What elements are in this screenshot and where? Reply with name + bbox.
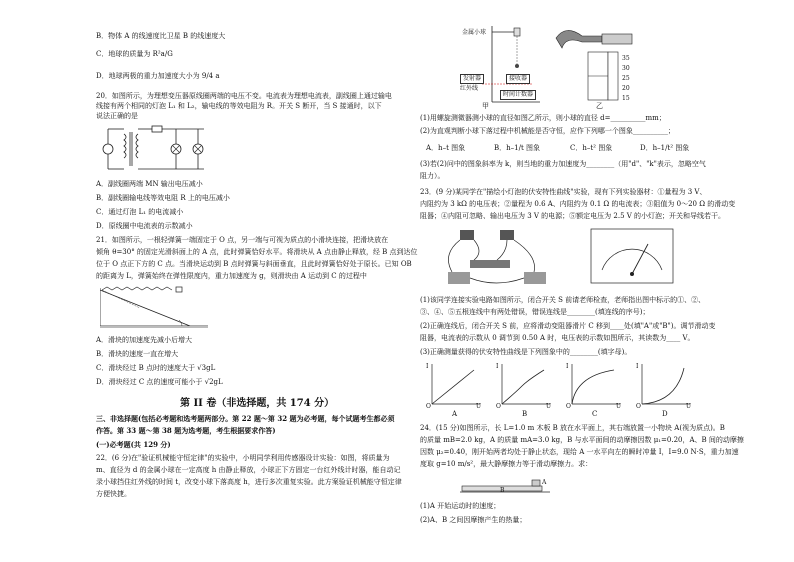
axis-i-label: I: [636, 363, 639, 370]
block-a-label: A: [542, 479, 547, 486]
q20-option-d: D．原线圈中电流表的示数减小: [96, 222, 193, 230]
fig-ball-label: 金属小球: [462, 29, 487, 36]
q21-option-a: A．滑块的加速度先减小后增大: [96, 336, 193, 344]
q22-stem-3: 录小球挡住红外线的时间 t，改变小球下落高度 h，进行多次重复实验。此方案验证机械能守恒定律: [96, 478, 402, 486]
fig-a-caption: 甲: [482, 102, 489, 110]
section-3-intro-2: 作答。第 33 题～第 38 题为选考题，考生根据要求作答): [96, 426, 276, 435]
iu-graph-b: [496, 362, 552, 418]
scale-tick: 30: [622, 65, 630, 72]
q24-part-1: (1)A 开始运动时的速度；: [420, 502, 501, 510]
q22-stem-1: 22．(6 分)在"验证机械能守恒定律"的实验中，小明同学利用传感器设计实验：如图，将质量为: [96, 454, 390, 462]
q22-opt-d: D．h–1/t² 图象: [640, 144, 690, 152]
q23-part-3: (3)正确测量获得的伏安特性曲线是下列图象中的________(填字母)。: [420, 348, 632, 356]
q19-d-formula: 9/4 a: [201, 72, 220, 80]
axis-origin-label: O: [636, 403, 641, 410]
q20-option-c: C．通过灯泡 L₁ 的电流减小: [96, 208, 184, 216]
q19-option-d: D．地球两极的重力加速度大小为 9/4 a: [96, 72, 220, 80]
fig-ir-label: 红外线: [460, 85, 479, 92]
roll-2-heading: 第 II 卷（非选择题，共 174 分）: [180, 398, 335, 409]
axis-i-label: I: [566, 363, 569, 370]
axis-origin-label: O: [426, 403, 431, 410]
right-column: [420, 0, 744, 562]
graph-label: D: [662, 410, 668, 418]
fig-timer-box: 时间计数器: [500, 90, 536, 100]
q22-stem-2: m、直径为 d 的金属小球在一定高度 h 由静止释放，小球正下方固定一台红外线计时器，能自动记: [96, 466, 401, 474]
q23-part-2b: 阻器，电流表的示数从 0 调节到 0.50 A 时，电压表的示数如图所示，其读数为____ V。: [420, 334, 695, 342]
graph-label: B: [522, 410, 528, 418]
q24-stem-2: 的质量 mB=2.0 kg，A 的质量 mA=3.0 kg，B 与水平面间的动摩擦因数 μ₁=0.20，A、B 间的动摩擦: [420, 436, 744, 444]
axis-i-label: I: [496, 363, 499, 370]
q21-stem-2: 倾角 θ=30° 的固定光滑斜面上的 A 点，此时弹簧恰好水平。将滑块从 A 点由静止释放，经 B 点到达位: [96, 248, 418, 256]
q20-stem-1: 20．如图所示，为理想变压器原线圈两端的电压不变。电流表为理想电流表，副线圈上通过输电: [96, 92, 392, 100]
graph-label: C: [592, 410, 598, 418]
q23-stem-3: 阻器；④内阻可忽略、输出电压为 3 V 的电源；⑤额定电压为 2.5 V 的小灯泡；开关和导线若干。: [420, 212, 726, 220]
q23-stem-1: 23．(9 分)某同学在"描绘小灯泡的伏安特性曲线"实验，现有下列实验器材：①量程为 3 V、: [420, 188, 707, 196]
graph-label: A: [452, 410, 458, 418]
q22-stem-4: 方便快捷。: [96, 490, 131, 498]
q22-opt-b: B．h–1/t 图象: [494, 144, 541, 152]
scale-tick: 25: [622, 75, 630, 82]
q23-part-1b: ③、④、⑤五根连线中有两处错误，错误连线是________(填连线的序号)；: [420, 308, 650, 316]
q19-option-b: B．物体 A 的线速度比卫星 B 的线速度大: [96, 32, 226, 40]
axis-origin-label: O: [496, 403, 501, 410]
q22-opt-c: C．h–t² 图象: [570, 144, 613, 152]
fig-receiver-box: 接收器: [506, 74, 530, 84]
q19-option-c: C．地球的质量为 R²a/G: [96, 50, 173, 58]
incline-spring-figure: [100, 286, 210, 328]
left-column: [96, 0, 418, 562]
q24-stem-3: 因数 μ₂=0.40，刚开始两者均处于静止状态，现给 A 一水平向左的瞬时冲量 I，I=9.0 N·S，重力加速: [420, 448, 739, 456]
q19-c-formula: R²a/G: [152, 50, 173, 58]
q21-stem-4: 的距离为 L，弹簧始终在弹性限度内，重力加速度为 g，则滑块由 A 运动到 C 的过程中: [96, 272, 367, 280]
q20-option-b: B．副线圈输电线等效电阻 R 上的电压减小: [96, 194, 230, 202]
q20-option-a: A．副线圈两端 MN 输出电压减小: [96, 180, 203, 188]
iu-graph-a: [426, 362, 482, 418]
axis-u-label: U: [686, 403, 692, 410]
q21-stem-3: 位于 O 点正下方的 C 点。当滑块运动到 B 点时弹簧与斜面垂直，且此时弹簧恰好处于原长。已知 OB: [96, 260, 412, 268]
q23-part-1: (1)该同学连接实验电路如图所示，闭合开关 S 前请老师检查，老师指出图中标示的①、②、: [420, 296, 706, 304]
axis-u-label: U: [546, 403, 552, 410]
q24-part-2: (2)A、B 之间因摩擦产生的热量；: [420, 516, 527, 524]
scale-tick: 20: [622, 85, 630, 92]
q22-part-3: (3)若(2)问中的图象斜率为 k，则当地的重力加速度为________（用"d"、"k"表示，忽略空气: [420, 160, 706, 168]
block-b-label: B: [500, 487, 505, 494]
q20-stem-3: 说法正确的是: [96, 112, 138, 120]
q20-stem-2: 线接有两个相同的灯泡 L₁ 和 L₂，输电线的等效电阻为 R。开关 S 断开，当 S 接通时，以下: [96, 102, 382, 110]
q22-part-2: (2)为直观判断小球下落过程中机械能是否守恒，应作下列哪一个图象__________；: [420, 127, 675, 135]
axis-i-label: I: [426, 363, 429, 370]
transformer-circuit-figure: [100, 124, 210, 174]
q24-stem-1: 24．(15 分)如图所示，长 L=1.0 m 木板 B 放在水平面上，其右端放置一小物块 A(视为质点)。B: [420, 424, 725, 432]
q21-option-d: D．滑块经过 C 点的速度可能小于 √2gL: [96, 378, 223, 386]
voltmeter-dial-figure: [590, 228, 674, 284]
q24-stem-4: 度取 g=10 m/s²，最大静摩擦力等于滑动摩擦力。求：: [420, 460, 593, 468]
q23-stem-2: 内阻约为 3 kΩ 的电压表；②量程为 0.6 A、内阻约为 0.1 Ω 的电流表；③阻值为 0～20 Ω 的滑动变: [420, 200, 736, 208]
board-block-figure: [460, 476, 550, 496]
q22-part-1: (1)用螺旋测微器测小球的直径如图乙所示，则小球的直径 d=__________mm；: [420, 114, 666, 122]
axis-origin-label: O: [566, 403, 571, 410]
q21-option-b: B．滑块的速度一直在增大: [96, 350, 179, 358]
section-3-intro-1: 三、非选择题(包括必考题和选考题两部分。第 22 题～第 32 题为必考题，每个试题考生都必须: [96, 414, 395, 423]
fig-b-caption: 乙: [596, 102, 603, 110]
q22-opt-a: A．h–t 图象: [426, 144, 466, 152]
q21-option-c: C．滑块经过 B 点时的速度大于 √3gL: [96, 364, 216, 372]
scale-tick: 15: [622, 95, 630, 102]
q21-stem-1: 21．如图所示，一根轻弹簧一端固定于 O 点，另一端与可视为质点的小滑块连接，把滑块放在: [96, 236, 389, 244]
iu-graph-c: [566, 362, 622, 418]
required-subheading: (一)必考题(共 129 分): [96, 440, 171, 449]
q22-part-3b: 阻力）。: [420, 172, 445, 180]
q23-part-2: (2)正确连线后，闭合开关 S 前，应将滑动变阻器滑片 C 移到____处(填"A"或"B")。调节滑动变: [420, 322, 716, 330]
fig-sender-box: 发射器: [460, 74, 484, 84]
axis-u-label: U: [616, 403, 622, 410]
scale-tick: 35: [622, 55, 630, 62]
axis-u-label: U: [476, 403, 482, 410]
circuit-photo-figure: [440, 226, 556, 290]
iu-graph-d: [636, 362, 692, 418]
